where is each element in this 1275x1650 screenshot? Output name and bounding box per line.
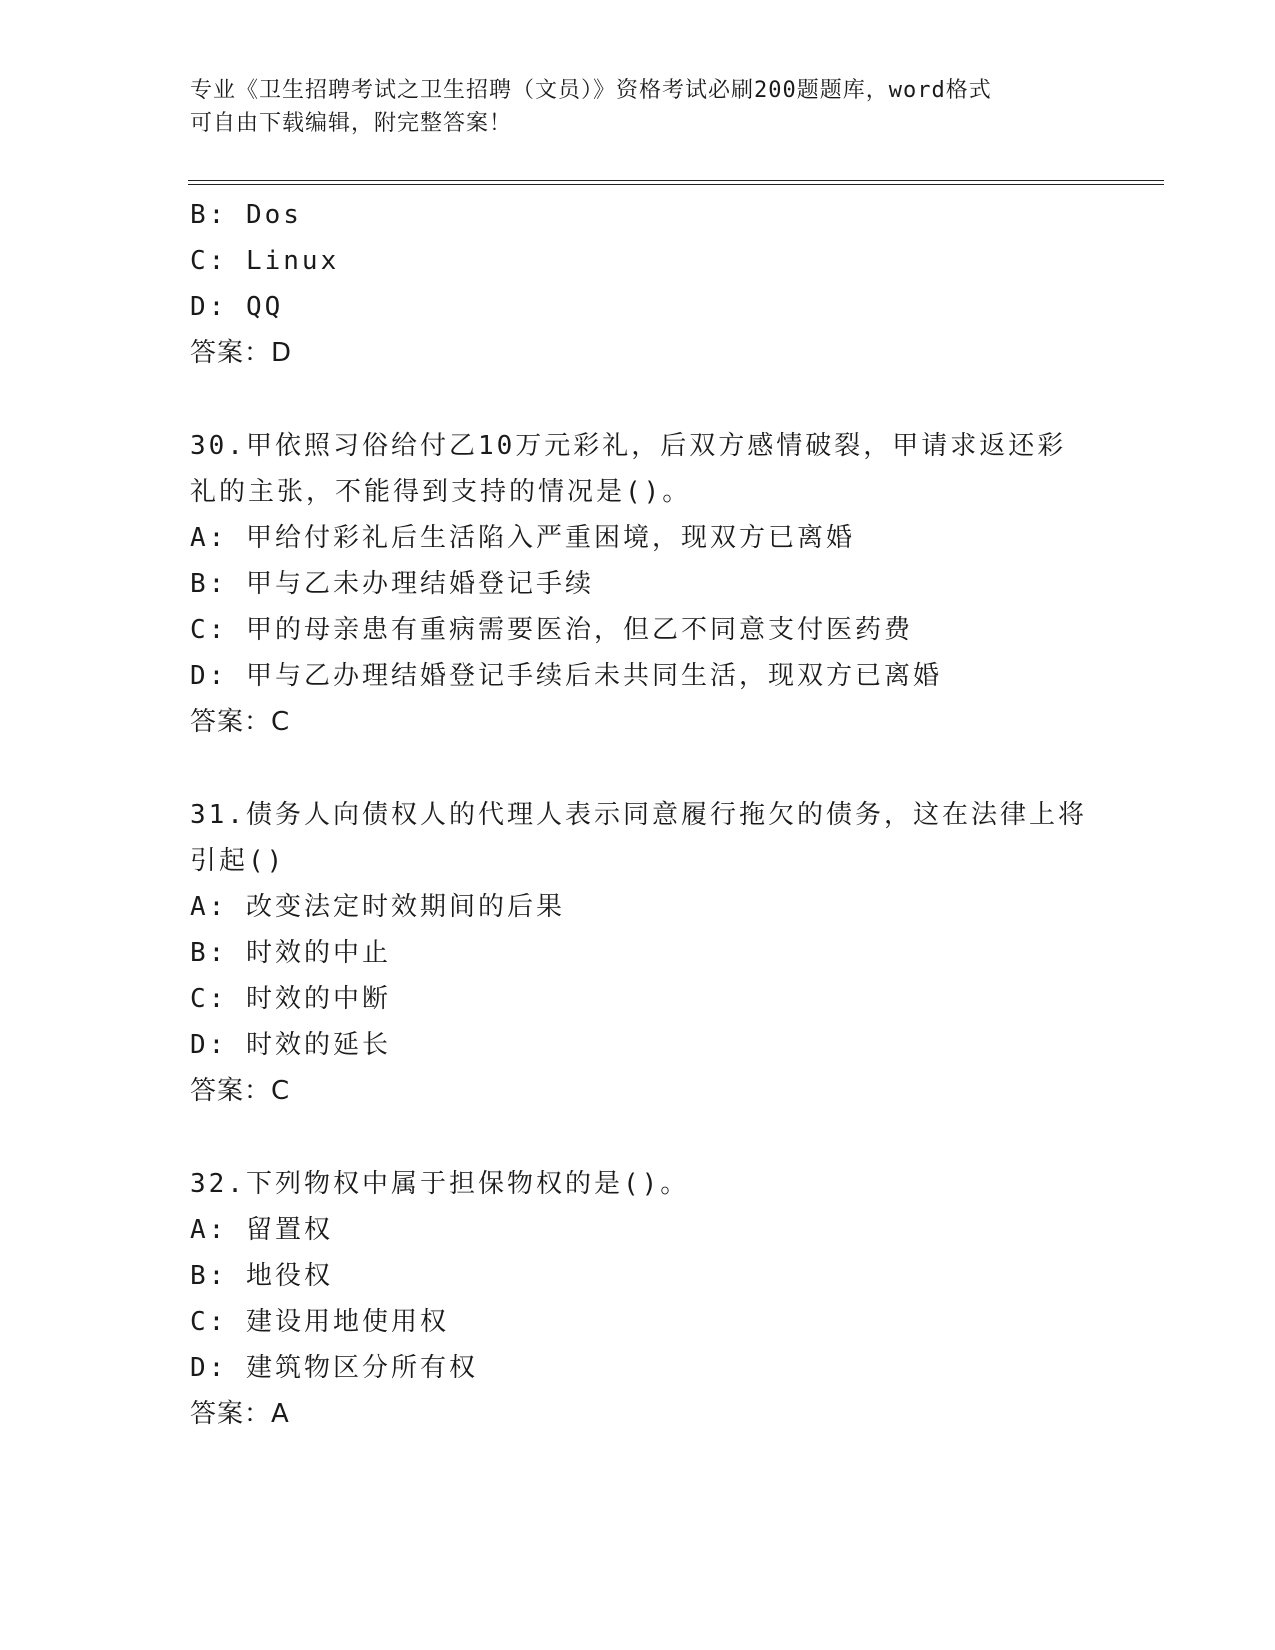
question-30 <box>190 423 1090 745</box>
answer-line: 答案：C <box>190 707 291 737</box>
option-b: B: 地役权 <box>190 1261 333 1291</box>
answer-line: 答案：A <box>190 1399 290 1429</box>
option-d: D: 建筑物区分所有权 <box>190 1353 478 1383</box>
option-c: C: 时效的中断 <box>190 984 391 1014</box>
option-c: C: 甲的母亲患有重病需要医治，但乙不同意支付医药费 <box>190 615 913 645</box>
question-stem-line: 30.甲依照习俗给付乙10万元彩礼，后双方感情破裂，甲请求返还彩 <box>190 431 1067 461</box>
question-stem-line: 32.下列物权中属于担保物权的是()。 <box>190 1169 690 1199</box>
option-c: C: Linux <box>190 246 340 276</box>
option-d: D: 甲与乙办理结婚登记手续后未共同生活，现双方已离婚 <box>190 661 942 691</box>
option-c: C: 建设用地使用权 <box>190 1307 449 1337</box>
question-stem-line: 礼的主张，不能得到支持的情况是()。 <box>190 477 692 507</box>
option-a: A: 甲给付彩礼后生活陷入严重困境，现双方已离婚 <box>190 523 855 553</box>
question-stem-line: 引起() <box>190 846 286 876</box>
question-32 <box>190 1161 1090 1437</box>
option-d: D: QQ <box>190 292 284 322</box>
answer-line: 答案：D <box>190 338 293 368</box>
option-d: D: 时效的延长 <box>190 1030 391 1060</box>
question-31 <box>190 792 1090 1114</box>
header-divider-top <box>188 180 1164 181</box>
option-b: B: 甲与乙未办理结婚登记手续 <box>190 569 594 599</box>
answer-line: 答案：C <box>190 1076 291 1106</box>
question-stem-line: 31.债务人向债权人的代理人表示同意履行拖欠的债务，这在法律上将 <box>190 800 1087 830</box>
option-a: A: 改变法定时效期间的后果 <box>190 892 565 922</box>
header-line-1: 专业《卫生招聘考试之卫生招聘（文员）》资格考试必刷200题题库，word格式 <box>190 78 992 103</box>
option-b: B: 时效的中止 <box>190 938 391 968</box>
option-b: B: Dos <box>190 200 302 230</box>
header-line-2: 可自由下载编辑，附完整答案！ <box>190 111 513 136</box>
previous-question-tail <box>190 192 1090 376</box>
question-list <box>190 192 1090 1437</box>
header-divider-bottom <box>188 184 1164 185</box>
document-header <box>190 74 1090 140</box>
option-a: A: 留置权 <box>190 1215 333 1245</box>
